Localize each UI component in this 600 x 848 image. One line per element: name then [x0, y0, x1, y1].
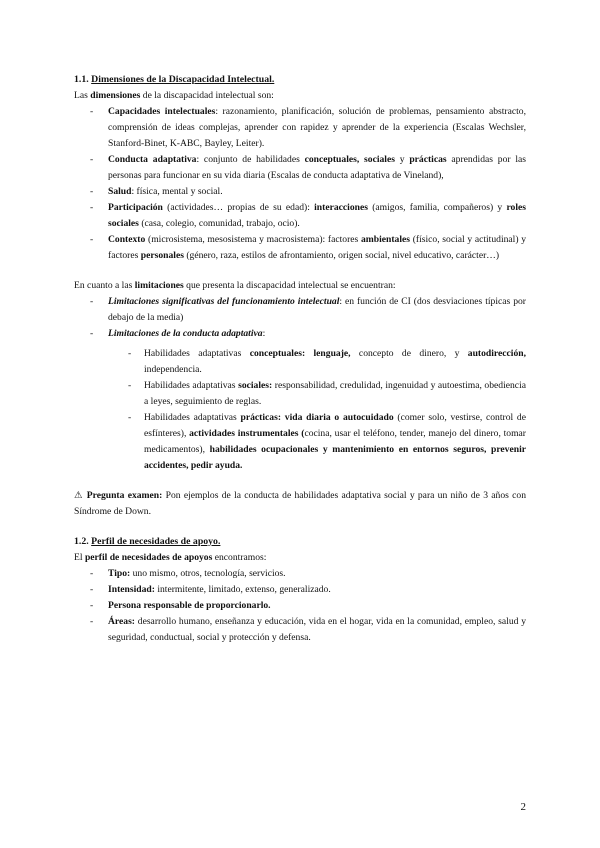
list-item: - Habilidades adaptativas sociales: responsabilidad, credulidad, ingenuidad y autoestima, obediencia a leyes, seguimiento de reglas. [74, 378, 526, 410]
list-item: - Intensidad: intermitente, limitado, extenso, generalizado. [74, 582, 526, 598]
list-item: - Áreas: desarrollo humano, enseñanza y educación, vida en el hogar, vida en la comunidad, empleo, salud y seguridad, conductual, social y protección y defensa. [74, 614, 526, 646]
limitations-list [74, 294, 526, 342]
list-item: - Capacidades intelectuales: razonamiento, planificación, solución de problemas, pensamiento abstracto, comprensión de ideas complejas, aprender con rapidez y aprender de la experiencia (Escalas Wechsler, Stanford-Binet, K-ABC, Bayley, Leiter). [74, 104, 526, 152]
list-item: - Persona responsable de proporcionarlo. [74, 598, 526, 614]
warning-icon: ⚠ [74, 490, 84, 501]
list-item: - Contexto (microsistema, mesosistema y macrosistema): factores ambientales (físico, social y actitudinal) y factores personales (género, raza, estilos de afrontamiento, origen social, nivel educativo, carácter…) [74, 232, 526, 264]
support-intro: El perfil de necesidades de apoyos encontramos: [74, 552, 267, 563]
section-heading-support: 1.2. Perfil de necesidades de apoyo. [74, 536, 221, 547]
list-item: - Tipo: uno mismo, otros, tecnología, servicios. [74, 566, 526, 582]
document-page [74, 72, 526, 646]
section-heading-dimensions: 1.1. Dimensiones de la Discapacidad Intelectual. [74, 74, 275, 85]
list-item: - Habilidades adaptativas prácticas: vida diaria o autocuidado (comer solo, vestirse, control de esfínteres), actividades instrumentales (cocina, usar el teléfono, tender, manejo del dinero, tomar medicamentos), habilidades ocupacionales y mantenimiento en entornos seguros, prevenir accidentes, pedir ayuda. [74, 410, 526, 474]
list-item: - Habilidades adaptativas conceptuales: lenguaje, concepto de dinero, y autodirección, independencia. [74, 346, 526, 378]
exam-question: ⚠ Pregunta examen: Pon ejemplos de la conducta de habilidades adaptativa social y para un niño de 3 años con Síndrome de Down. [74, 490, 526, 517]
list-item: - Salud: física, mental y social. [74, 184, 526, 200]
support-list [74, 566, 526, 646]
dimensions-intro: Las dimensiones de la discapacidad intelectual son: [74, 90, 274, 101]
adaptive-skills-list [74, 346, 526, 474]
limitations-intro: En cuanto a las limitaciones que presenta la discapacidad intelectual se encuentran: [74, 280, 396, 291]
list-item: - Limitaciones de la conducta adaptativa: [74, 326, 526, 342]
page-number: 2 [520, 801, 526, 813]
list-item: - Limitaciones significativas del funcionamiento intelectual: en función de CI (dos desviaciones típicas por debajo de la media) [74, 294, 526, 326]
list-item: - Conducta adaptativa: conjunto de habilidades conceptuales, sociales y prácticas aprendidas por las personas para funcionar en su vida diaria (Escalas de conducta adaptativa de Vineland), [74, 152, 526, 184]
list-item: - Participación (actividades… propias de su edad): interacciones (amigos, familia, compañeros) y roles sociales (casa, colegio, comunidad, trabajo, ocio). [74, 200, 526, 232]
dimensions-list [74, 104, 526, 264]
